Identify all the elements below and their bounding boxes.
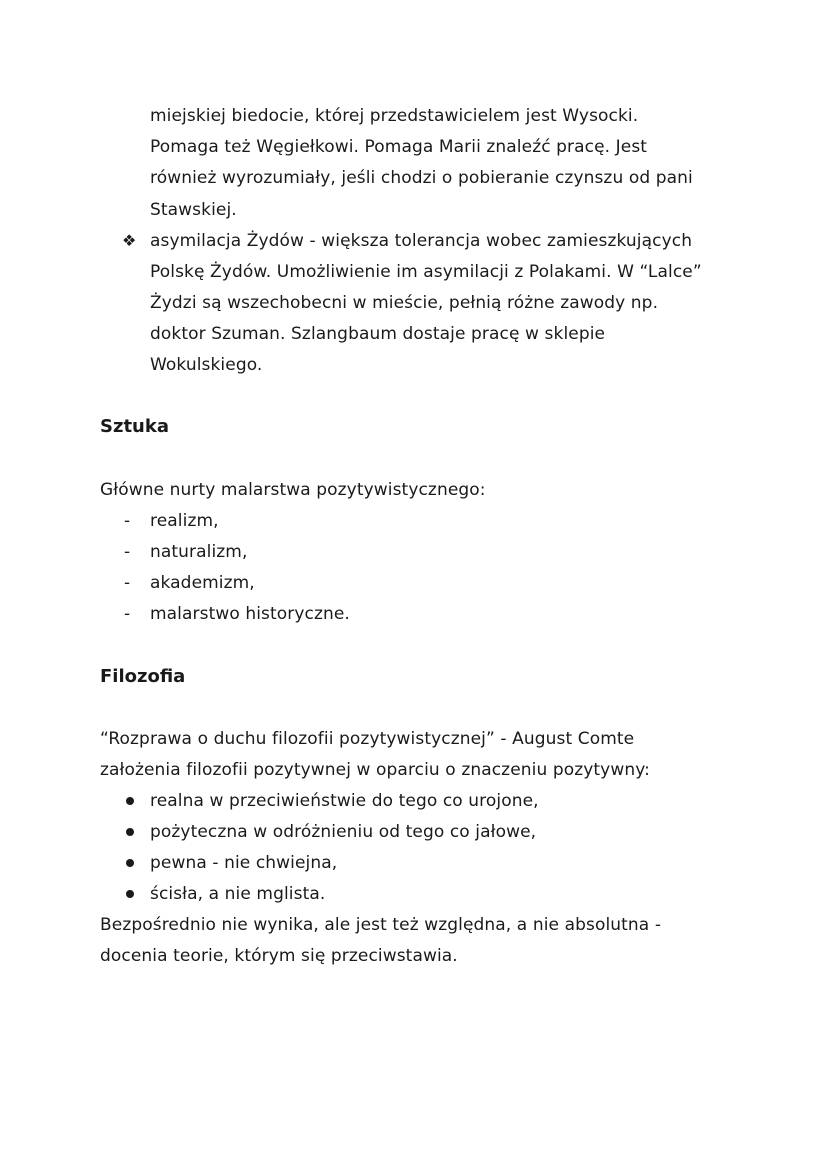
philosophy-list-item: realna w przeciwieństwie do tego co urojone,: [150, 791, 539, 811]
intro-line-1: miejskiej biedocie, której przedstawicielem jest Wysocki.: [150, 106, 639, 126]
art-section-intro: Główne nurty malarstwa pozytywistycznego:: [100, 480, 486, 500]
diamond-bullet-icon: ❖: [122, 231, 137, 250]
philosophy-closing-line-1: Bezpośrednio nie wynika, ale jest też względna, a nie absolutna -: [100, 915, 662, 935]
assimilation-line-5: Wokulskiego.: [150, 355, 263, 375]
philosophy-section-heading: Filozofia: [100, 666, 186, 687]
intro-line-2: Pomaga też Węgiełkowi. Pomaga Marii znaleźć pracę. Jest: [150, 137, 648, 157]
philosophy-list-item: pewna - nie chwiejna,: [150, 853, 338, 873]
art-list-item: realizm,: [150, 511, 219, 531]
dash-bullet-icon: -: [124, 511, 131, 531]
philosophy-line-1: “Rozprawa o duchu filozofii pozytywistycznej” - August Comte: [100, 729, 635, 749]
dot-bullet-icon: [126, 797, 134, 805]
assimilation-line-2: Polskę Żydów. Umożliwienie im asymilacji z Polakami. W “Lalce”: [150, 262, 702, 282]
philosophy-list-item: pożyteczna w odróżnieniu od tego co jałowe,: [150, 822, 537, 842]
art-section-heading: Sztuka: [100, 416, 169, 437]
philosophy-closing-line-2: docenia teorie, którym się przeciwstawia.: [100, 946, 458, 966]
dash-bullet-icon: -: [124, 542, 131, 562]
intro-line-4: Stawskiej.: [150, 200, 237, 220]
intro-line-3: również wyrozumiały, jeśli chodzi o pobieranie czynszu od pani: [150, 168, 693, 188]
assimilation-line-1: asymilacja Żydów - większa tolerancja wobec zamieszkujących: [150, 231, 693, 251]
philosophy-line-2: założenia filozofii pozytywnej w oparciu o znaczeniu pozytywny:: [100, 760, 650, 780]
art-list-item: naturalizm,: [150, 542, 248, 562]
dash-bullet-icon: -: [124, 573, 131, 593]
assimilation-line-3: Żydzi są wszechobecni w mieście, pełnią różne zawody np.: [150, 293, 659, 313]
assimilation-line-4: doktor Szuman. Szlangbaum dostaje pracę w sklepie: [150, 324, 606, 344]
dot-bullet-icon: [126, 890, 134, 898]
art-list-item: malarstwo historyczne.: [150, 604, 350, 624]
art-list-item: akademizm,: [150, 573, 255, 593]
philosophy-list-item: ścisła, a nie mglista.: [150, 884, 326, 904]
dot-bullet-icon: [126, 859, 134, 867]
dot-bullet-icon: [126, 828, 134, 836]
dash-bullet-icon: -: [124, 604, 131, 624]
